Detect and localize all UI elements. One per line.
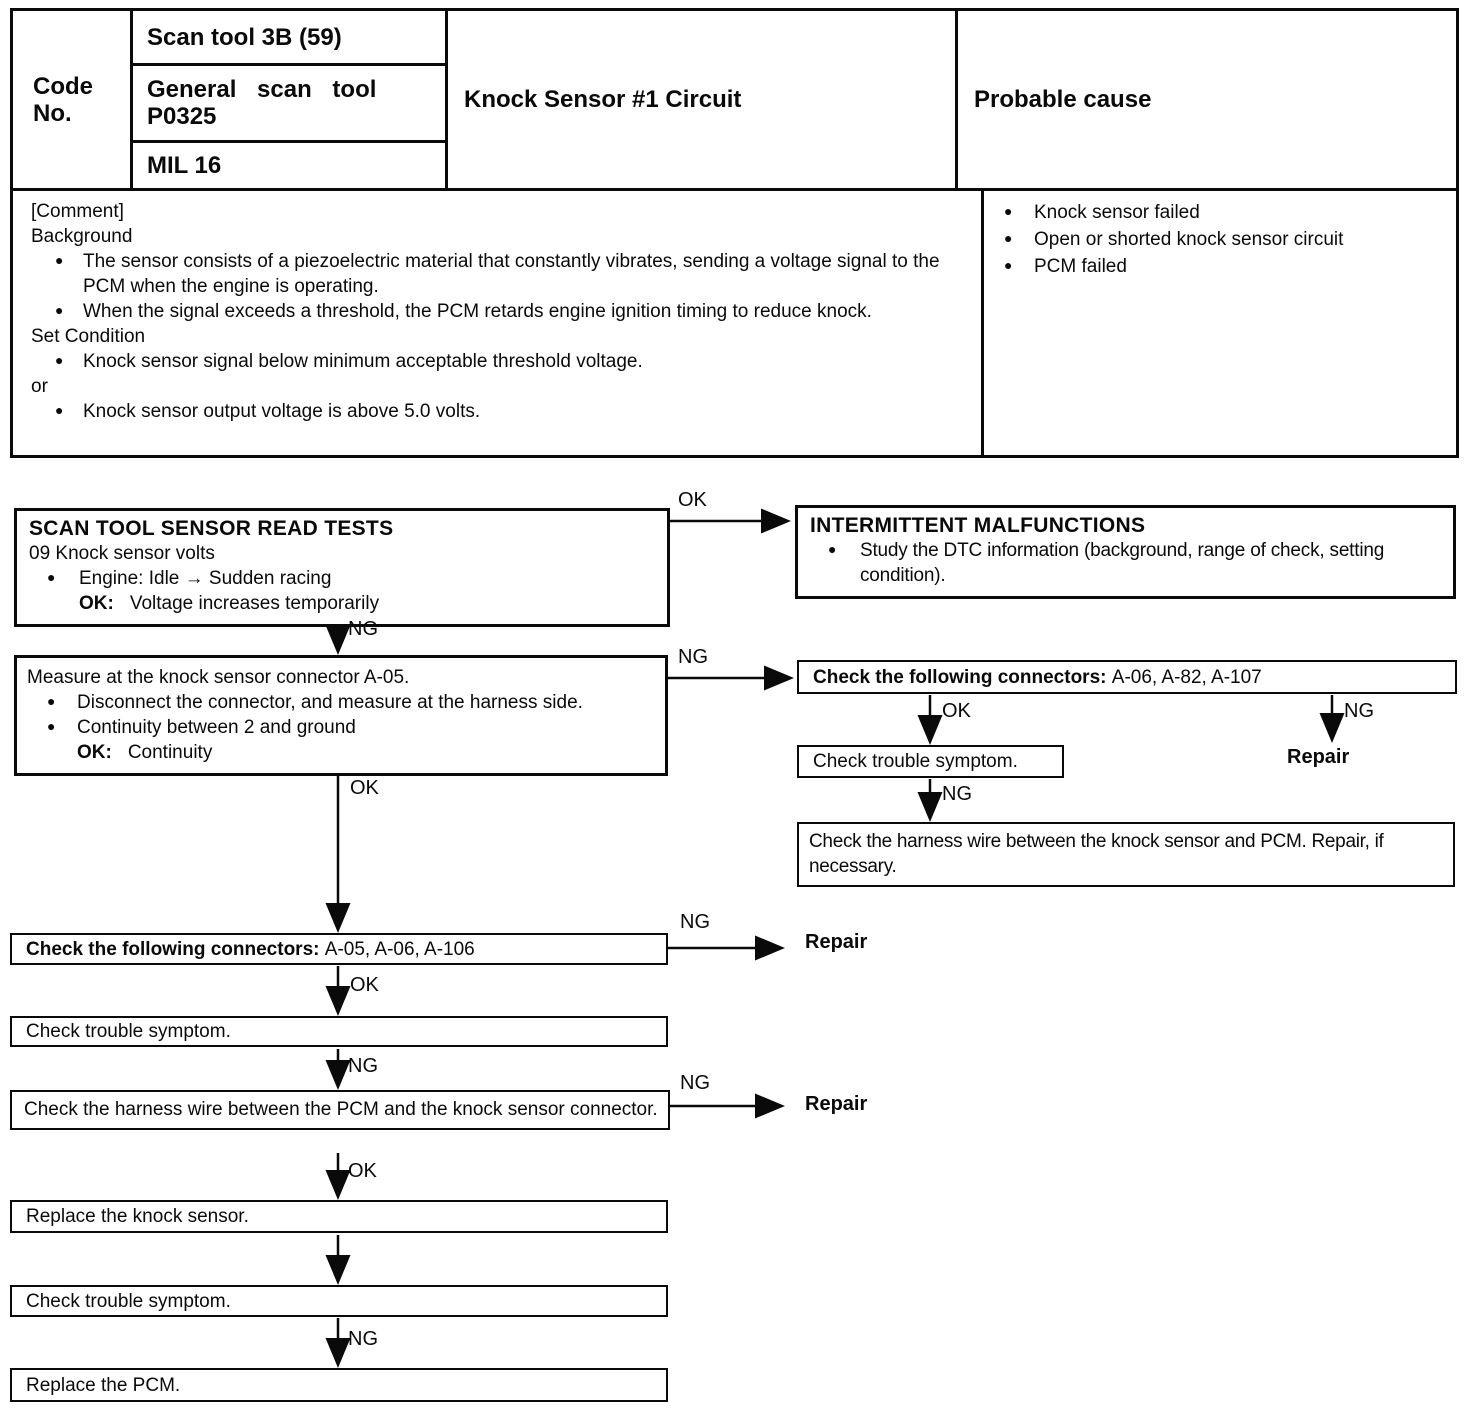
check-connectors-main-list: A-05, A-06, A-106 bbox=[324, 938, 475, 960]
flow-box-check-connectors-main bbox=[10, 933, 668, 965]
dtc-table-header bbox=[13, 11, 1456, 191]
edge-label-ok: OK bbox=[678, 489, 707, 511]
probable-cause-title: Probable cause bbox=[974, 85, 1152, 113]
edge-label-ok: OK bbox=[348, 1160, 377, 1182]
flow-box-check-trouble-symptom-mid bbox=[10, 1016, 668, 1047]
check-connectors-right-label: Check the following connectors: bbox=[813, 666, 1107, 688]
intermittent-title: INTERMITTENT MALFUNCTIONS bbox=[810, 514, 1146, 537]
bullet-icon: ● bbox=[1004, 203, 1013, 219]
code-no-cell bbox=[13, 11, 133, 188]
flow-box-scan-tool-test bbox=[14, 508, 670, 627]
comment-tag: [Comment] bbox=[31, 201, 124, 222]
scan-tool-test-line1: 09 Knock sensor volts bbox=[29, 543, 215, 564]
check-trouble-symptom-low-text: Check trouble symptom. bbox=[26, 1290, 231, 1312]
edge-label-ng: NG bbox=[348, 1055, 378, 1077]
flow-box-harness-main bbox=[10, 1090, 670, 1130]
ok-prefix: OK: bbox=[79, 593, 114, 614]
probable-cause-1-text: Knock sensor failed bbox=[1034, 202, 1200, 223]
dtc-table-body bbox=[13, 191, 1456, 455]
mil-label: MIL 16 bbox=[147, 152, 222, 179]
edge-label-ok: OK bbox=[350, 777, 379, 799]
background-heading: Background bbox=[31, 226, 133, 247]
measure-ok-row bbox=[27, 740, 653, 765]
edge-label-ok: OK bbox=[942, 700, 971, 722]
measure-bullet-1-text: Disconnect the connector, and measure at the harness side. bbox=[77, 692, 583, 713]
measure-bullet-2-text: Continuity between 2 and ground bbox=[77, 717, 356, 738]
bullet-icon: ● bbox=[47, 693, 56, 709]
or-label: or bbox=[31, 376, 48, 397]
measure-bullet-2 bbox=[27, 715, 653, 740]
general-scan-tool-row bbox=[133, 66, 445, 143]
bullet-icon: ● bbox=[1004, 230, 1013, 246]
circuit-title: Knock Sensor #1 Circuit bbox=[464, 85, 742, 113]
harness-main-text: Check the harness wire between the PCM and the knock sensor connector. bbox=[24, 1099, 658, 1120]
p0325-code: P0325 bbox=[147, 103, 217, 130]
flow-box-check-trouble-symptom-right bbox=[797, 745, 1064, 778]
bullet-icon: ● bbox=[55, 352, 64, 368]
bullet-icon: ● bbox=[828, 541, 837, 557]
background-bullet-1 bbox=[31, 249, 963, 299]
edge-label-ng: NG bbox=[680, 1072, 710, 1094]
circuit-title-cell bbox=[448, 11, 958, 188]
scan-tool-test-ok-text: Voltage increases temporarily bbox=[129, 593, 380, 614]
scan-tool-row bbox=[133, 11, 445, 66]
probable-cause-item bbox=[998, 226, 1442, 253]
bullet-icon: ● bbox=[47, 569, 56, 585]
flow-box-check-trouble-symptom-low bbox=[10, 1285, 668, 1317]
scan-tool-cell bbox=[133, 11, 448, 188]
edge-label-ok: OK bbox=[350, 974, 379, 996]
or-bullet-text: Knock sensor output voltage is above 5.0 volts. bbox=[83, 401, 481, 422]
flow-box-measure-connector bbox=[14, 655, 668, 776]
probable-cause-3-text: PCM failed bbox=[1034, 256, 1127, 277]
intermittent-bullet-text: Study the DTC information (background, range of check, setting condition). bbox=[860, 540, 1385, 586]
flow-box-intermittent bbox=[795, 505, 1456, 599]
edge-label-ng: NG bbox=[942, 783, 972, 805]
probable-causes-cell bbox=[984, 191, 1456, 455]
flow-box-replace-pcm bbox=[10, 1368, 668, 1402]
mil-row bbox=[133, 143, 445, 188]
flow-box-harness-right bbox=[797, 822, 1455, 887]
edge-label-ng: NG bbox=[348, 1328, 378, 1350]
code-no-label: Code No. bbox=[33, 72, 93, 127]
flow-box-check-connectors-right bbox=[797, 660, 1457, 694]
measure-ok-text: Continuity bbox=[127, 742, 213, 763]
or-bullet bbox=[31, 399, 963, 424]
bullet-icon: ● bbox=[1004, 257, 1013, 273]
measure-line1: Measure at the knock sensor connector A-05. bbox=[27, 667, 410, 688]
bullet-icon: ● bbox=[55, 302, 64, 318]
check-connectors-main-label: Check the following connectors: bbox=[26, 938, 320, 960]
background-bullet-2-text: When the signal exceeds a threshold, the PCM retards engine ignition timing to reduce knock. bbox=[83, 301, 872, 322]
probable-cause-2-text: Open or shorted knock sensor circuit bbox=[1034, 229, 1344, 250]
flow-box-replace-knock-sensor bbox=[10, 1200, 668, 1233]
bullet-icon: ● bbox=[47, 718, 56, 734]
repair-result-label: Repair bbox=[805, 1093, 868, 1115]
harness-right-text: Check the harness wire between the knock sensor and PCM. Repair, if necessary. bbox=[809, 831, 1384, 877]
probable-cause-item bbox=[998, 253, 1442, 280]
scan-tool-test-ok-row bbox=[29, 591, 655, 616]
set-condition-bullet bbox=[31, 349, 963, 374]
probable-cause-item bbox=[998, 199, 1442, 226]
check-connectors-right-list: A-06, A-82, A-107 bbox=[1111, 666, 1262, 688]
ok-prefix: OK: bbox=[77, 742, 112, 763]
comment-cell bbox=[13, 191, 984, 455]
scan-tool-test-bullet-text: Engine: Idle → Sudden racing bbox=[79, 568, 332, 589]
bullet-icon: ● bbox=[55, 252, 64, 268]
edge-label-ng: NG bbox=[680, 911, 710, 933]
replace-pcm-text: Replace the PCM. bbox=[26, 1374, 181, 1396]
repair-result-label: Repair bbox=[805, 931, 868, 953]
repair-result-label: Repair bbox=[1287, 746, 1350, 768]
scan-tool-test-title: SCAN TOOL SENSOR READ TESTS bbox=[29, 517, 394, 540]
scan-tool-3b-label: Scan tool 3B (59) bbox=[147, 23, 342, 51]
edge-label-ng: NG bbox=[678, 646, 708, 668]
check-trouble-symptom-mid-text: Check trouble symptom. bbox=[26, 1021, 231, 1042]
scan-tool-test-bullet bbox=[29, 566, 655, 591]
probable-cause-header-cell bbox=[958, 11, 1456, 188]
general-scan-tool-label: General scan tool bbox=[147, 76, 377, 103]
background-bullet-2 bbox=[31, 299, 963, 324]
set-condition-bullet-text: Knock sensor signal below minimum acceptable threshold voltage. bbox=[83, 351, 643, 372]
measure-bullet-1 bbox=[27, 690, 653, 715]
edge-label-ng: NG bbox=[1344, 700, 1374, 722]
replace-knock-sensor-text: Replace the knock sensor. bbox=[26, 1206, 249, 1227]
edge-label-ng: NG bbox=[348, 618, 378, 640]
bullet-icon: ● bbox=[55, 402, 64, 418]
background-bullet-1-text: The sensor consists of a piezoelectric material that constantly vibrates, sending a voltage signal to the PCM when the engine is operating. bbox=[83, 251, 940, 297]
check-trouble-symptom-right-text: Check trouble symptom. bbox=[813, 751, 1018, 772]
set-condition-heading: Set Condition bbox=[31, 326, 146, 347]
dtc-header-table bbox=[10, 8, 1459, 458]
intermittent-bullet bbox=[810, 538, 1441, 588]
